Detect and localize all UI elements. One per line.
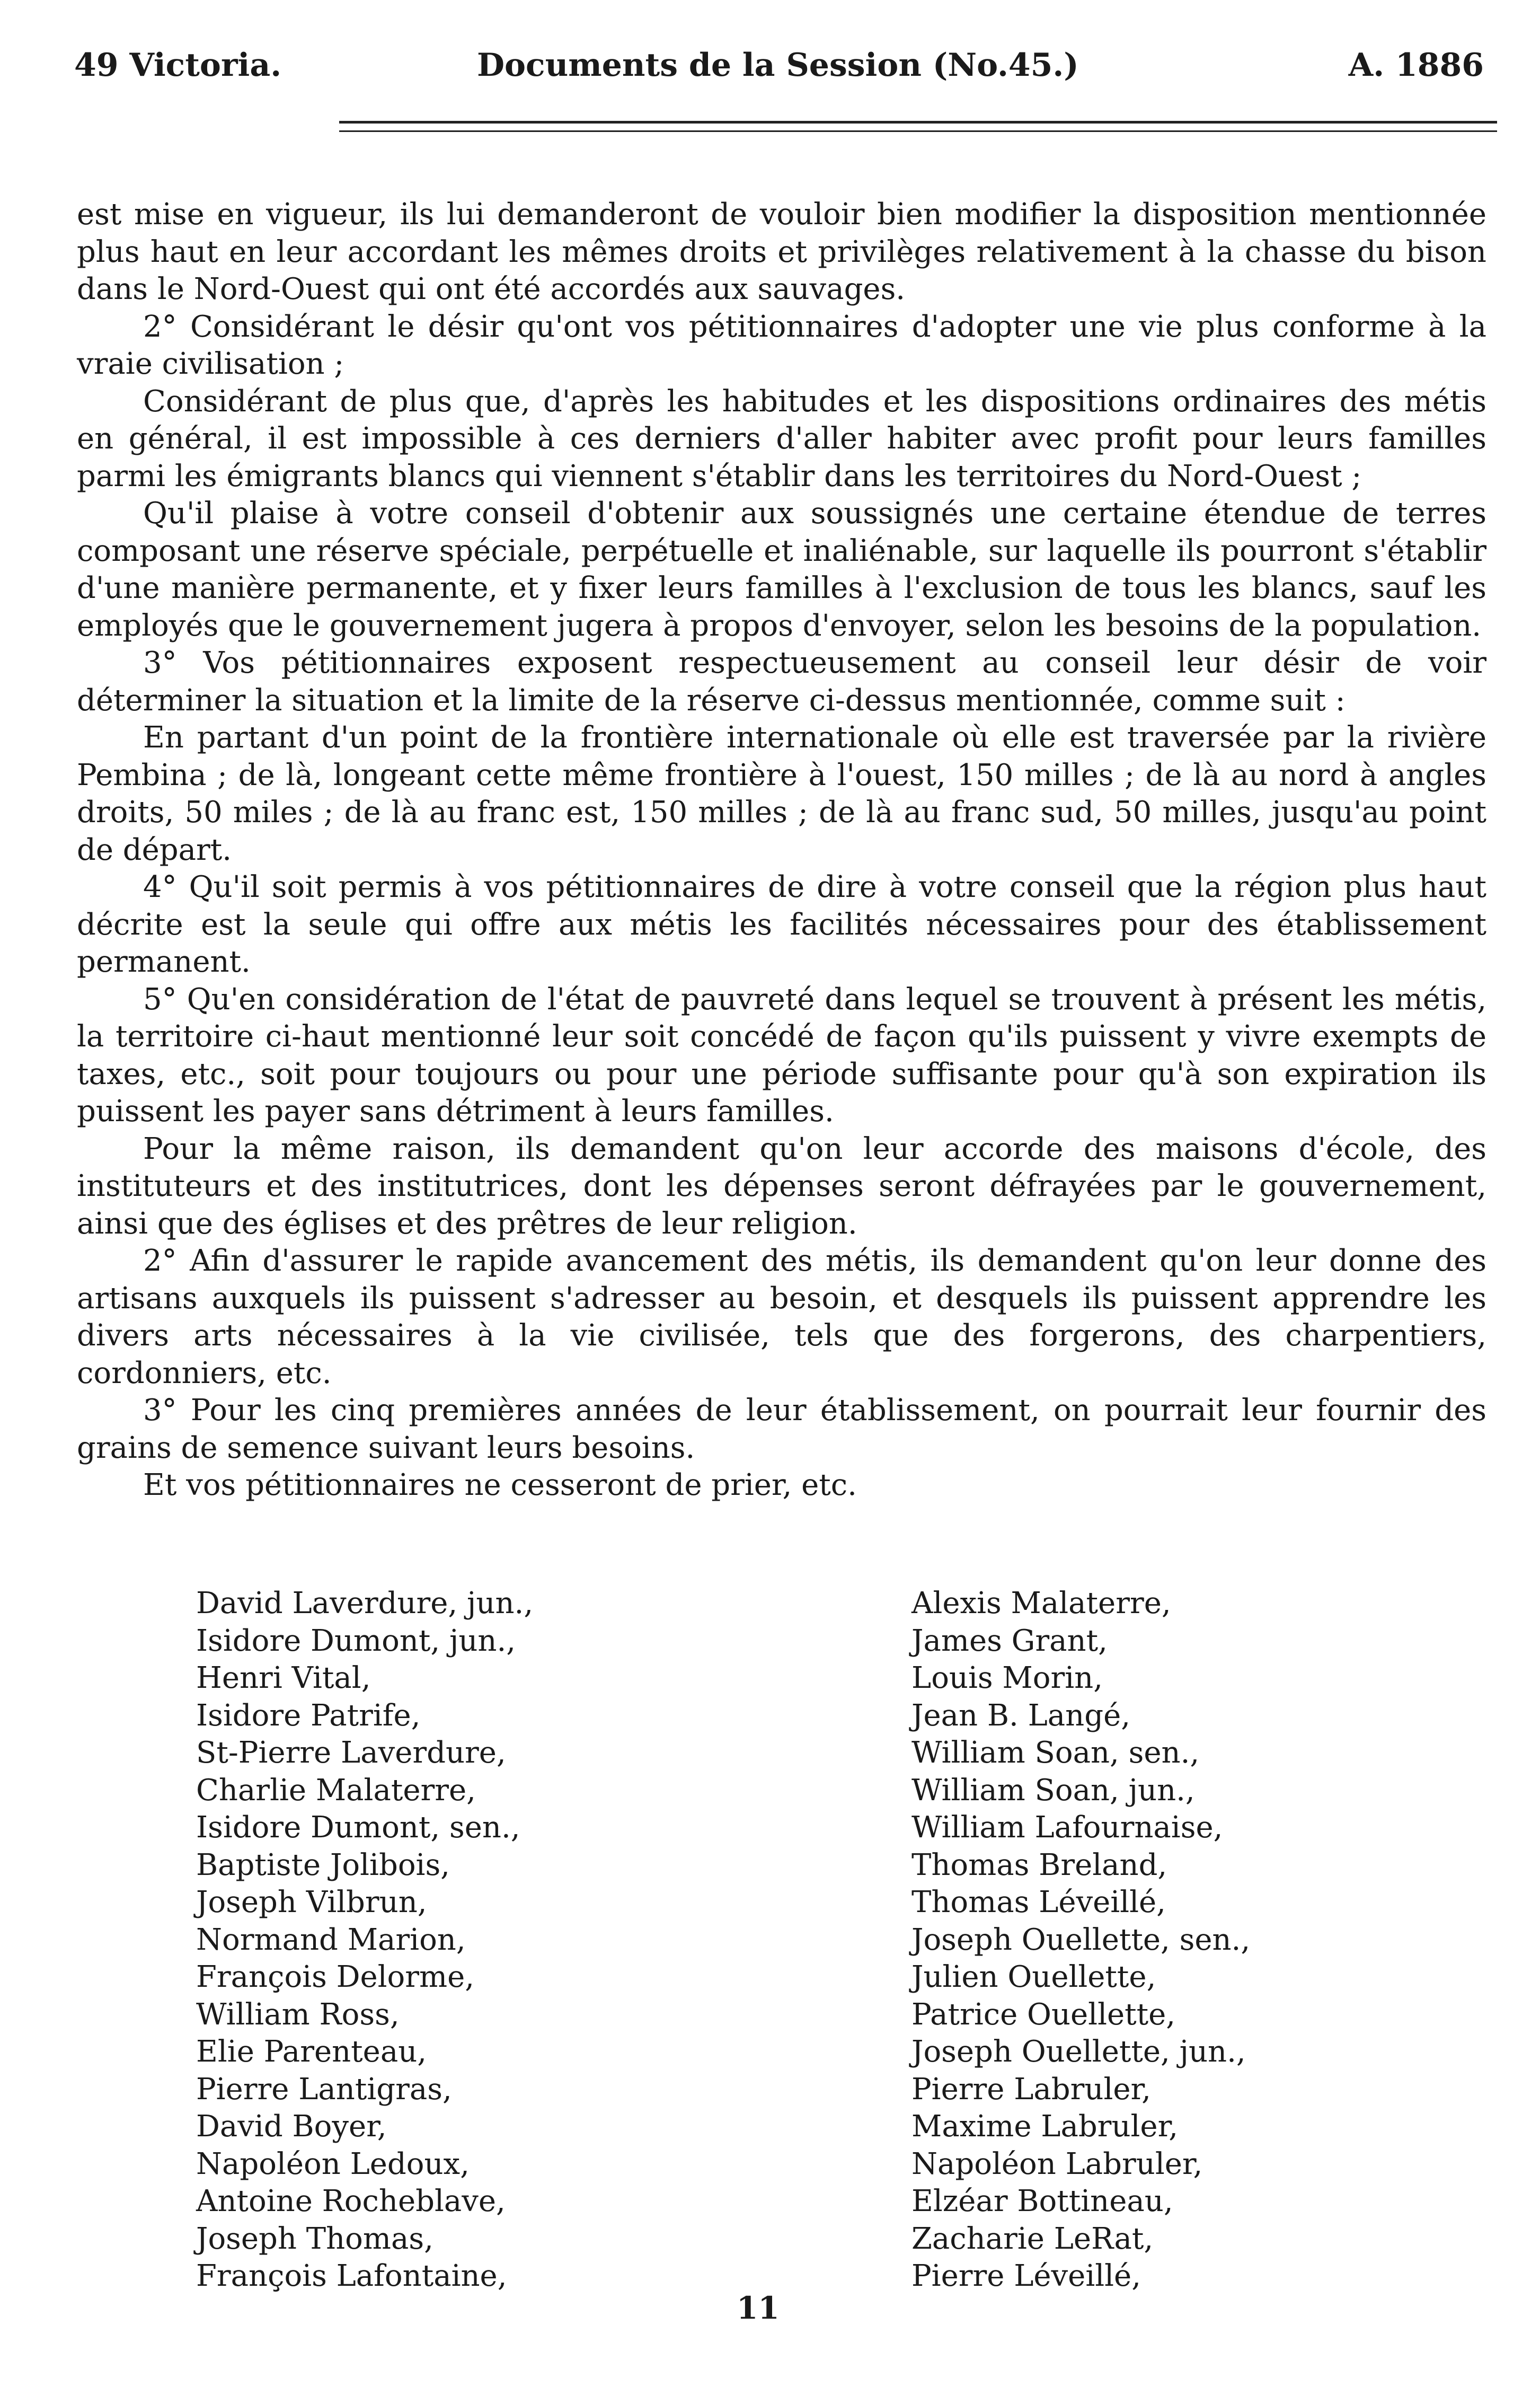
signatory: St-Pierre Laverdure, (196, 1736, 506, 1770)
signatory: François Delorme, (196, 1960, 475, 1994)
signatory: Jean B. Langé, (911, 1698, 1131, 1733)
signatory: Joseph Thomas, (196, 2221, 433, 2256)
signatory: Antoine Rocheblave, (196, 2184, 506, 2218)
signatory: William Soan, jun., (911, 1773, 1195, 1808)
signatory: Thomas Breland, (911, 1847, 1167, 1882)
paragraph: 4° Qu'il soit permis à vos pétitionnaires de dire à votre conseil que la région plus haut décrite est la seule qui offre aux métis les facilités nécessaires pour des établissement permanent. (77, 870, 1486, 979)
signatory: Pierre Lantigras, (196, 2072, 452, 2107)
signatory: William Soan, sen., (911, 1736, 1200, 1770)
signatory: Joseph Vilbrun, (196, 1885, 427, 1919)
paragraph: 2° Considérant le désir qu'ont vos pétitionnaires d'adopter une vie plus conforme à la vraie civilisation ; (77, 309, 1486, 381)
signatory: Henri Vital, (196, 1661, 371, 1695)
paragraph: Qu'il plaise à votre conseil d'obtenir aux soussignés une certaine étendue de terres composant une réserve spéciale, perpétuelle et inaliénable, sur laquelle ils pourront s'établir d'une manière permanente, et y fixer leurs familles à l'exclusion de tous les blancs, sauf les employés que le gouvernement jugera à propos d'envoyer, selon les besoins de la population. (77, 496, 1486, 643)
signatory: Elie Parenteau, (196, 2035, 427, 2069)
signatory: Alexis Malaterre, (911, 1586, 1171, 1621)
signatory: François Lafontaine, (196, 2259, 507, 2293)
paragraph: 3° Vos pétitionnaires exposent respectueusement au conseil leur désir de voir déterminer la situation et la limite de la réserve ci-dessus mentionnée, comme suit : (77, 646, 1486, 718)
signatory: David Boyer, (196, 2109, 387, 2144)
signature-column-right (911, 1585, 1250, 2295)
signatory: Napoléon Labruler, (911, 2146, 1203, 2181)
signatory: Isidore Dumont, sen., (196, 1810, 520, 1845)
signatory: Pierre Léveillé, (911, 2259, 1141, 2293)
header-year: A. 1886 (1348, 47, 1484, 84)
running-header (74, 47, 1484, 105)
signatory: Pierre Labruler, (911, 2072, 1151, 2107)
page-number: 11 (737, 2290, 780, 2326)
paragraph: Pour la même raison, ils demandent qu'on leur accorde des maisons d'école, des instituteurs et des institutrices, dont les dépenses seront défrayées par le gouvernement, ainsi que des églises et des prêtres de leur religion. (77, 1131, 1486, 1241)
signatory: Julien Ouellette, (911, 1960, 1156, 1994)
header-title: Documents de la Session (No.45.) (477, 47, 1079, 84)
signatory: Joseph Ouellette, sen., (911, 1922, 1251, 1957)
paragraph: Et vos pétitionnaires ne cesseront de prier, etc. (143, 1468, 857, 1502)
signatory: James Grant, (911, 1623, 1108, 1658)
paragraph: est mise en vigueur, ils lui demanderont de vouloir bien modifier la disposition mentionnée plus haut en leur accordant les mêmes droits et privilèges relativement à la chasse du bison dans le Nord-Ouest qui ont été accordés aux sauvages. (77, 197, 1486, 306)
paragraph: Considérant de plus que, d'après les habitudes et les dispositions ordinaires des métis en général, il est impossible à ces derniers d'aller habiter avec profit pour leurs familles parmi les émigrants blancs qui viennent s'établir dans les territoires du Nord-Ouest ; (77, 384, 1486, 494)
signatory: Patrice Ouellette, (911, 1997, 1176, 2032)
paragraph: 5° Qu'en considération de l'état de pauvreté dans lequel se trouvent à présent les métis, la territoire ci-haut mentionné leur soit concédé de façon qu'ils puissent y vivre exempts de taxes, etc., soit pour toujours ou pour une période suffisante pour qu'à son expiration ils puissent les payer sans détriment à leurs familles. (77, 982, 1486, 1129)
signatory: Napoléon Ledoux, (196, 2146, 470, 2181)
paragraph: 3° Pour les cinq premières années de leur établissement, on pourrait leur fournir des grains de semence suivant leurs besoins. (77, 1393, 1486, 1465)
signatory: Isidore Patrife, (196, 1698, 421, 1733)
signatory: Louis Morin, (911, 1661, 1103, 1695)
header-volume: 49 Victoria. (74, 47, 282, 84)
signatory: David Laverdure, jun., (196, 1586, 534, 1621)
signatory: Maxime Labruler, (911, 2109, 1178, 2144)
header-rule-thin (339, 130, 1497, 132)
paragraph: 2° Afin d'assurer le rapide avancement des métis, ils demandent qu'on leur donne des artisans auxquels ils puissent s'adresser au besoin, et desquels ils puissent apprendre les divers arts nécessaires à la vie civilisée, tels que des forgerons, des charpentiers, cordonniers, etc. (77, 1244, 1486, 1390)
signatory: Elzéar Bottineau, (911, 2184, 1173, 2218)
signature-column-left (196, 1585, 533, 2295)
signatory: Charlie Malaterre, (196, 1773, 476, 1808)
signatory: William Lafournaise, (911, 1810, 1223, 1845)
signatory: Thomas Léveillé, (911, 1885, 1166, 1919)
paragraph: En partant d'un point de la frontière internationale où elle est traversée par la rivière Pembina ; de là, longeant cette même frontière à l'ouest, 150 milles ; de là au nord à angles droits, 50 miles ; de là au franc est, 150 milles ; de là au franc sud, 50 milles, jusqu'au point de départ. (77, 720, 1486, 867)
petition-text (77, 196, 1486, 1504)
signatory: Zacharie LeRat, (911, 2221, 1154, 2256)
signatory: Joseph Ouellette, jun., (911, 2035, 1246, 2069)
signatory: Baptiste Jolibois, (196, 1847, 450, 1882)
signatory: Isidore Dumont, jun., (196, 1623, 516, 1658)
signatory: Normand Marion, (196, 1922, 466, 1957)
signatory: William Ross, (196, 1997, 400, 2032)
header-rule (339, 121, 1497, 124)
